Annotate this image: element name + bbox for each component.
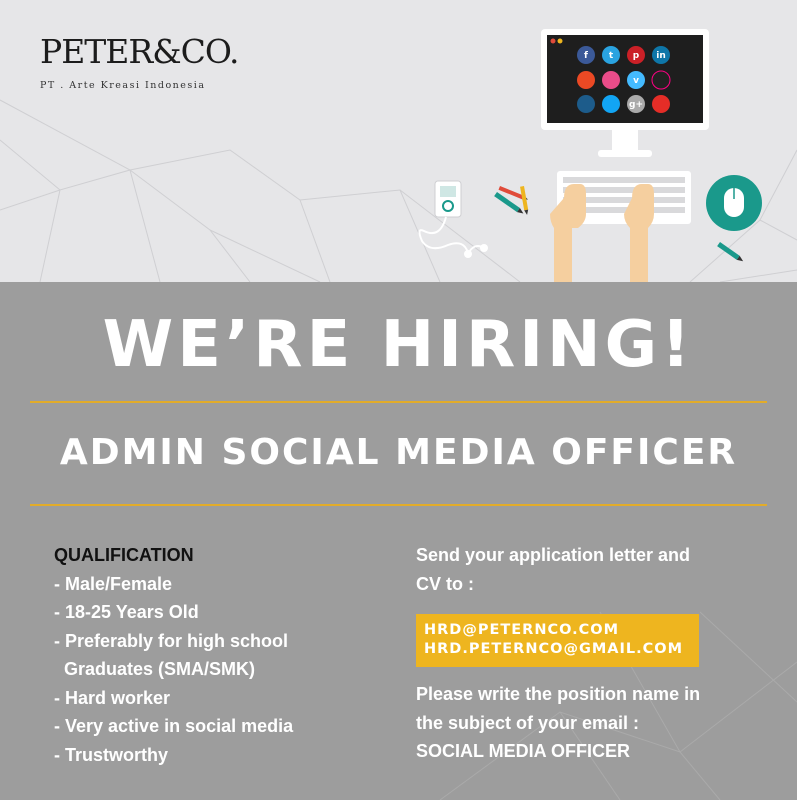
svg-text:g+: g+ xyxy=(629,100,643,110)
divider-bottom xyxy=(30,504,767,506)
list-item: - Hard worker xyxy=(54,687,171,708)
subject-note-line1: Please write the position name in xyxy=(416,684,701,704)
list-item: - 18-25 Years Old xyxy=(54,602,199,622)
svg-text:f: f xyxy=(584,51,588,61)
subject-note xyxy=(416,680,756,766)
list-item: - Very active in social media xyxy=(54,716,294,736)
flickr-icon xyxy=(652,71,670,89)
svg-text:in: in xyxy=(656,51,666,61)
brand-logo: PETER&CO. xyxy=(40,32,239,71)
send-instruction-line1: Send your application letter and xyxy=(416,545,691,565)
svg-text:t: t xyxy=(608,51,614,61)
qualification-title: QUALIFICATION xyxy=(54,545,194,565)
send-instruction-line2: CV to : xyxy=(416,573,474,594)
mouse-icon xyxy=(706,175,762,231)
qualification-section xyxy=(54,541,293,769)
email-link-primary[interactable]: HRD@PETERNCO.COM xyxy=(424,622,620,638)
stumbleupon-icon xyxy=(577,71,595,89)
svg-text:p: p xyxy=(632,51,640,61)
dribbble-icon xyxy=(602,71,620,89)
list-item: - Trustworthy xyxy=(54,744,169,765)
position-title: ADMIN SOCIAL MEDIA OFFICER xyxy=(59,432,738,473)
email-box xyxy=(416,614,699,667)
pen-icon xyxy=(717,242,744,263)
skype-icon xyxy=(602,95,620,113)
digg-icon xyxy=(577,95,595,113)
youtube-icon xyxy=(652,95,670,113)
brand-tagline: PT . Arte Kreasi Indonesia xyxy=(40,80,206,91)
subject-note-line3: SOCIAL MEDIA OFFICER xyxy=(416,741,631,761)
header-panel xyxy=(0,0,797,282)
list-item: - Preferably for high school xyxy=(54,630,289,651)
pencils-icon xyxy=(494,186,529,216)
email-link-secondary[interactable]: HRD.PETERNCO@GMAIL.COM xyxy=(424,641,684,657)
workspace-illustration xyxy=(0,0,797,282)
svg-text:v: v xyxy=(633,76,639,86)
divider-top xyxy=(30,401,767,403)
monitor-icon xyxy=(541,29,709,157)
music-player-icon xyxy=(419,181,488,258)
hiring-headline: WE’RE HIRING! xyxy=(102,308,695,382)
qualification-list xyxy=(54,570,293,770)
subject-note-line2: the subject of your email : xyxy=(416,712,640,733)
list-item: Graduates (SMA/SMK) xyxy=(54,659,256,679)
list-item: - Male/Female xyxy=(54,573,173,594)
application-instructions xyxy=(416,541,746,598)
